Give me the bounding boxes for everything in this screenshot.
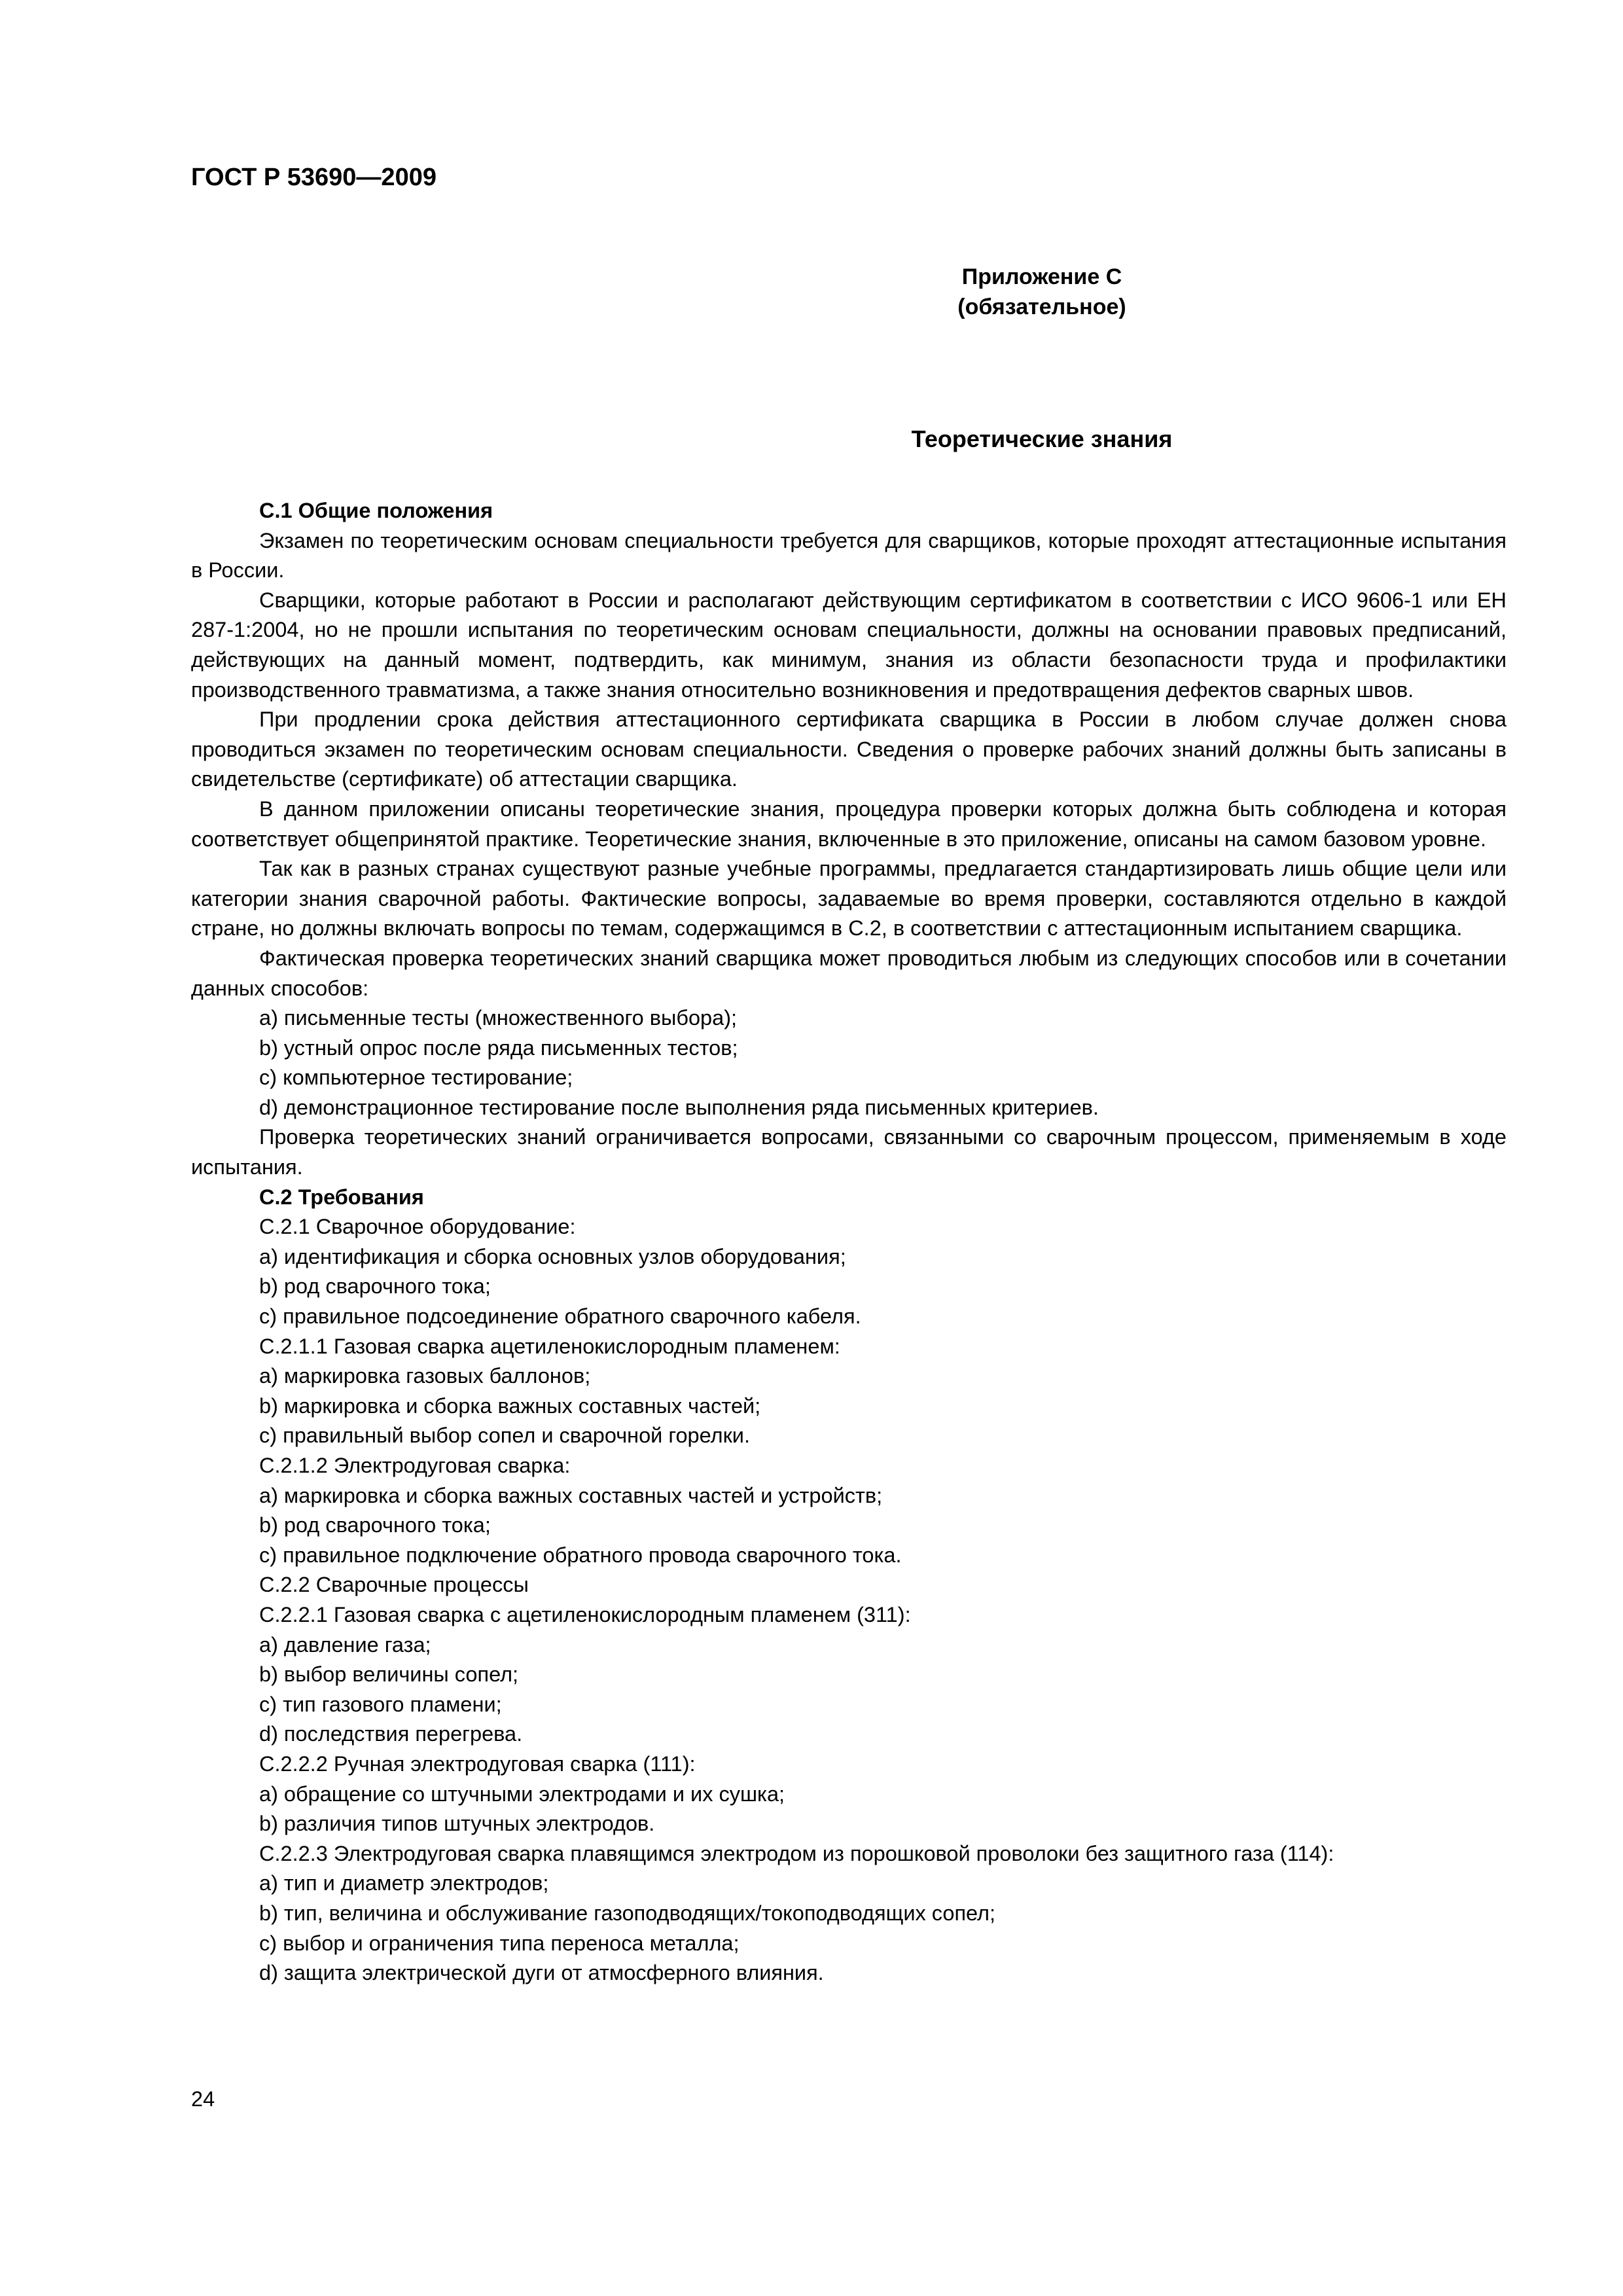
- annex-label: Приложение С: [961, 264, 1122, 289]
- list-item: d) защита электрической дуги от атмосферного влияния.: [259, 1961, 824, 1985]
- list-item: a) давление газа;: [259, 1632, 431, 1657]
- list-item: b) род сварочного тока;: [259, 1274, 491, 1299]
- list-item: c) тип газового пламени;: [259, 1692, 502, 1716]
- list-item: b) род сварочного тока;: [259, 1513, 491, 1537]
- paragraph: Экзамен по теоретическим основам специальности требуется для сварщиков, которые проходят аттестационные испытания в России.: [191, 528, 1507, 583]
- list-item: b) выбор величины сопел;: [259, 1662, 519, 1687]
- section-heading: С.1 Общие положения: [259, 499, 493, 522]
- paragraph: Фактическая проверка теоретических знаний сварщика может проводиться любым из следующих способов или в сочетании данных способов:: [191, 946, 1507, 1000]
- list-item: b) различия типов штучных электродов.: [259, 1812, 655, 1836]
- list-item: c) компьютерное тестирование;: [259, 1066, 573, 1090]
- paragraph: Проверка теоретических знаний ограничивается вопросами, связанными со сварочным процессом, применяемым в ходе испытания.: [191, 1125, 1507, 1179]
- list-item: a) маркировка газовых баллонов;: [259, 1364, 591, 1388]
- paragraph: Так как в разных странах существуют разные учебные программы, предлагается стандартизировать лишь общие цели или категории знания сварочной работы. Фактические вопросы, задаваемые во время проверки, составляются отдельно в каждой стране, но должны включать вопросы по темам, содержащимся в С.2, в соответствии с аттестационным испытанием сварщика.: [191, 857, 1507, 941]
- document-code: ГОСТ Р 53690—2009: [191, 164, 437, 191]
- list-item: d) демонстрационное тестирование после выполнения ряда письменных критериев.: [259, 1095, 1099, 1119]
- list-item: С.2.2.3 Электродуговая сварка плавящимся электродом из порошковой проволоки без защитного газа (114):: [259, 1841, 1334, 1865]
- annex-status: (обязательное): [957, 295, 1126, 319]
- list-item: С.2.1.1 Газовая сварка ацетиленокислородным пламенем:: [259, 1334, 840, 1358]
- list-item: a) обращение со штучными электродами и их сушка;: [259, 1782, 785, 1806]
- list-item: a) идентификация и сборка основных узлов оборудования;: [259, 1244, 846, 1268]
- paragraph: При продлении срока действия аттестационного сертификата сварщика в России в любом случае должен снова проводиться экзамен по теоретическим основам специальности. Сведения о проверке рабочих знаний должны быть записаны в свидетельстве (сертификате) об аттестации сварщика.: [191, 708, 1507, 791]
- section-heading: С.2 Требования: [259, 1185, 424, 1209]
- annex-title: Теоретические знания: [911, 425, 1173, 452]
- list-item: b) устный опрос после ряда письменных тестов;: [259, 1035, 738, 1060]
- annex-heading: [715, 262, 1369, 322]
- list-item: С.2.2.2 Ручная электродуговая сварка (111):: [259, 1751, 696, 1776]
- list-item: a) маркировка и сборка важных составных частей и устройств;: [259, 1483, 883, 1507]
- document-body: [191, 496, 1507, 1988]
- list-item: С.2.1.2 Электродуговая сварка:: [259, 1454, 571, 1477]
- list-item: a) письменные тесты (множественного выбора);: [259, 1006, 738, 1030]
- list-item: С.2.2 Сварочные процессы: [259, 1573, 529, 1597]
- list-item: b) маркировка и сборка важных составных частей;: [259, 1393, 761, 1418]
- list-item: c) выбор и ограничения типа переноса металла;: [259, 1931, 740, 1955]
- list-item: С.2.1 Сварочное оборудование:: [259, 1215, 576, 1239]
- page-number: 24: [191, 2087, 215, 2111]
- list-item: a) тип и диаметр электродов;: [259, 1871, 549, 1895]
- list-item: b) тип, величина и обслуживание газоподводящих/токоподводящих сопел;: [259, 1901, 996, 1925]
- document-page: [191, 162, 1507, 1988]
- list-item: c) правильный выбор сопел и сварочной горелки.: [259, 1424, 750, 1448]
- list-item: d) последствия перегрева.: [259, 1722, 523, 1746]
- paragraph: В данном приложении описаны теоретические знания, процедура проверки которых должна быть соблюдена и которая соответствует общепринятой практике. Теоретические знания, включенные в это приложение, описаны на самом базовом уровне.: [191, 797, 1507, 851]
- list-item: С.2.2.1 Газовая сварка с ацетиленокислородным пламенем (311):: [259, 1602, 911, 1626]
- list-item: c) правильное подсоединение обратного сварочного кабеля.: [259, 1304, 861, 1329]
- paragraph: Сварщики, которые работают в России и располагают действующим сертификатом в соответствии с ИСО 9606-1 или ЕН 287-1:2004, но не прошли испытания по теоретическим основам специальности, должны на основании правовых предписаний, действующих на данный момент, подтвердить, как минимум, знания из области безопасности труда и профилактики производственного травматизма, а также знания относительно возникновения и предотвращения дефектов сварных швов.: [191, 588, 1507, 702]
- list-item: c) правильное подключение обратного провода сварочного тока.: [259, 1543, 902, 1567]
